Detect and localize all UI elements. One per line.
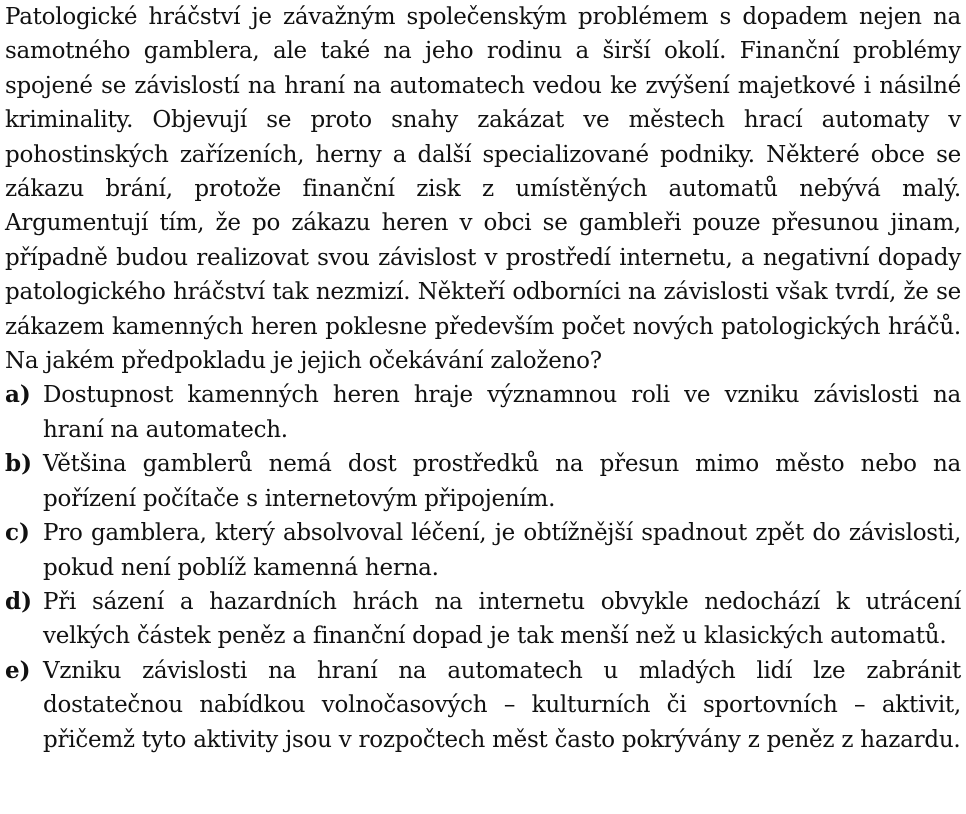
question-stem: Patologické hráčství je závažným společenským problémem s dopadem nejen na samotného gamblera, ale také na jeho rodinu a širší okolí. Finanční problémy spojené se závislostí na hraní na automatech vedou ke zvýšení majetkové i násilné kriminality. Objevují se proto snahy zakázat ve městech hrací automaty v pohostinských zařízeních, herny a další specializované podniky. Některé obce se zákazu brání, protože finanční zisk z umístěných automatů nebývá malý. Argumentují tím, že po zákazu heren v obci se gambleři pouze přesunou jinam, případně budou realizovat svou závislost v prostředí internetu, a negativní dopady patologického hráčství tak nezmizí. Někteří odborníci na závislosti však tvrdí, že se zákazem kamenných heren poklesne především počet nových patologických hráčů. Na jakém předpokladu je jejich očekávání založeno? [5, 4, 961, 375]
option-text: Pro gamblera, který absolvoval léčení, je obtížnější spadnout zpět do závislosti, pokud není poblíž kamenná herna. [43, 520, 961, 581]
option-a[interactable] [5, 378, 961, 447]
option-d[interactable] [5, 585, 961, 654]
option-text: Většina gamblerů nemá dost prostředků na přesun mimo město nebo na pořízení počítače s internetovým připojením. [43, 451, 961, 512]
option-label: c) [5, 519, 30, 547]
option-text: Vzniku závislosti na hraní na automatech u mladých lidí lze zabránit dostatečnou nabídkou volnočasových – kulturních či sportovních – aktivit, přičemž tyto aktivity jsou v rozpočtech měst často pokrývány z peněz z hazardu. [43, 657, 961, 753]
answer-options [5, 378, 961, 756]
option-text: Dostupnost kamenných heren hraje významnou roli ve vzniku závislosti na hraní na automatech. [43, 382, 961, 443]
option-label: a) [5, 381, 31, 409]
question-document [5, 0, 961, 757]
option-c[interactable] [5, 516, 961, 585]
option-label: b) [5, 450, 32, 478]
option-text: Při sázení a hazardních hrách na internetu obvykle nedochází k utrácení velkých částek peněz a finanční dopad je tak menší než u klasických automatů. [43, 588, 961, 650]
option-label: e) [5, 656, 31, 684]
option-e[interactable] [5, 654, 961, 757]
option-label: d) [5, 587, 32, 615]
option-b[interactable] [5, 447, 961, 516]
